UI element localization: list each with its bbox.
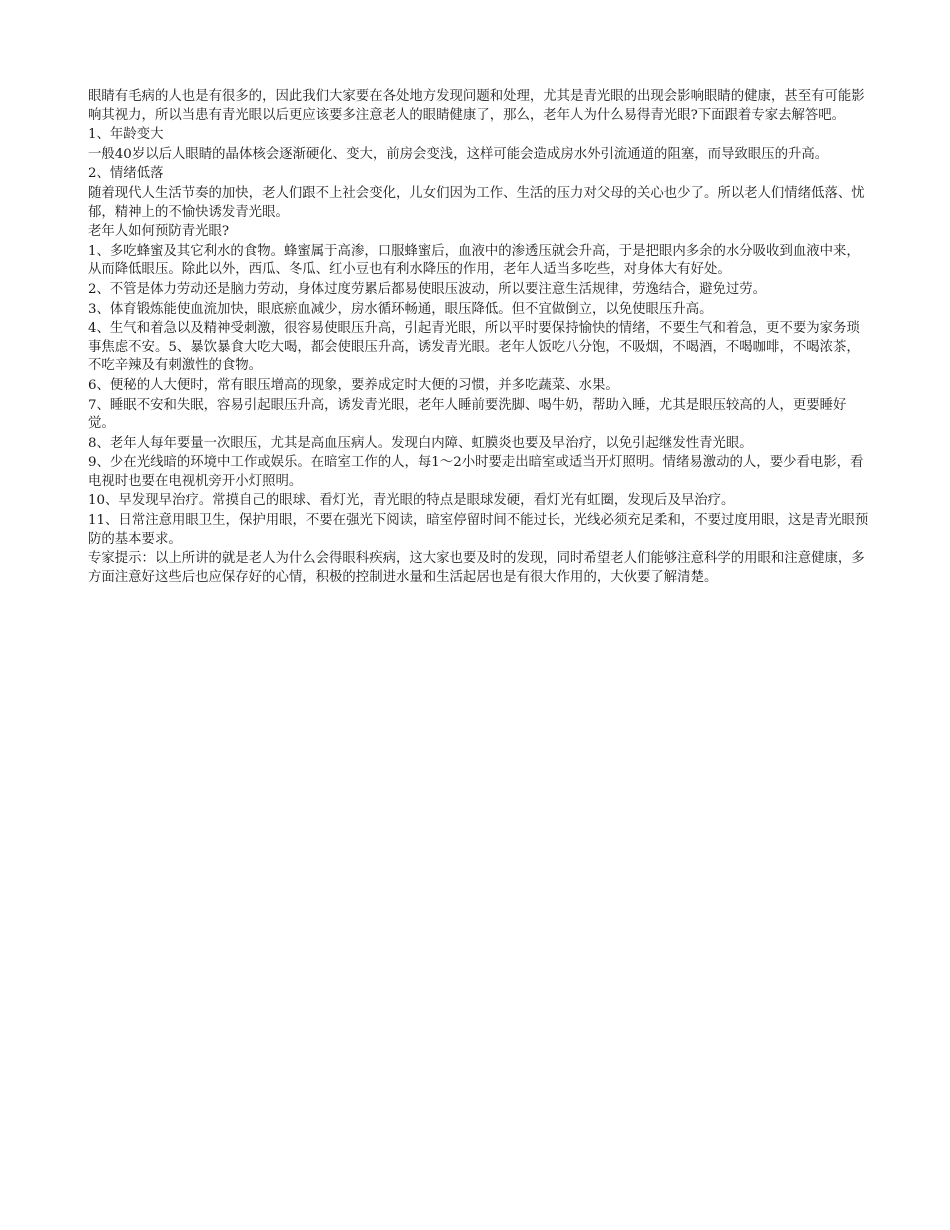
prevention-item-2: 2、不管是体力劳动还是脑力劳动，身体过度劳累后都易使眼压波动，所以要注意生活规律，劳逸结合，避免过劳。: [88, 281, 767, 297]
document-body: [88, 88, 870, 588]
prevention-item-1: 1、多吃蜂蜜及其它利水的食物。蜂蜜属于高渗，口服蜂蜜后，血液中的渗透压就会升高，于是把眼内多余的水分吸收到血液中来，从而降低眼压。除此以外，西瓜、冬瓜、红小豆也有利水降压的作用，老年人适当多吃些，对身体大有好处。: [88, 243, 860, 278]
heading-prevention: 老年人如何预防青光眼?: [88, 224, 230, 240]
intro-paragraph: 眼睛有毛病的人也是有很多的，因此我们大家要在各处地方发现问题和处理，尤其是青光眼的出现会影响眼睛的健康，甚至有可能影响其视力，所以当患有青光眼以后更应该要多注意老人的眼睛健康了，那么，老年人为什么易得青光眼?下面跟着专家去解答吧。: [88, 89, 865, 123]
prevention-item-11: 11、日常注意用眼卫生，保护用眼，不要在强光下阅读，暗室停留时间不能过长，光线必须充足柔和，不要过度用眼，这是青光眼预防的基本要求。: [88, 513, 869, 547]
prevention-item-8: 8、老年人每年要量一次眼压，尤其是高血压病人。发现白内障、虹膜炎也要及早治疗，以免引起继发性青光眼。: [88, 435, 753, 451]
prevention-item-3: 3、体育锻炼能使血流加快，眼底瘀血减少，房水循环畅通，眼压降低。但不宜做倒立，以免使眼压升高。: [88, 301, 713, 317]
heading-mood: 2、情绪低落: [88, 166, 164, 182]
prevention-item-4-5: 4、生气和着急以及精神受刺激，很容易使眼压升高，引起青光眼，所以平时要保持愉快的情绪，不要生气和着急，更不要为家务琐事焦虑不安。5、暴饮暴食大吃大喝，都会使眼压升高，诱发青光眼。老年人饭吃八分饱，不吸烟，不喝酒，不喝咖啡，不喝浓茶，不吃辛辣及有刺激性的食物。: [88, 321, 860, 374]
prevention-item-7: 7、睡眠不安和失眠，容易引起眼压升高，诱发青光眼，老年人睡前要洗脚、喝牛奶，帮助入睡，尤其是眼压较高的人，更要睡好觉。: [88, 397, 847, 432]
heading-age: 1、年龄变大: [88, 127, 164, 143]
prevention-item-9: 9、少在光线暗的环境中工作或娱乐。在暗室工作的人，每1～2小时要走出暗室或适当开灯照明。情绪易激动的人，要少看电影，看电视时也要在电视机旁开小灯照明。: [88, 455, 864, 489]
prevention-item-10: 10、早发现早治疗。常摸自己的眼球、看灯光，青光眼的特点是眼球发硬，看灯光有虹圈，发现后及早治疗。: [88, 493, 735, 509]
paragraph-mood: 随着现代人生活节奏的加快，老人们跟不上社会变化，儿女们因为工作、生活的压力对父母的关心也少了。所以老人们情绪低落、忧郁，精神上的不愉快诱发青光眼。: [88, 185, 865, 220]
paragraph-age: 一般40岁以后人眼睛的晶体核会逐渐硬化、变大，前房会变浅，这样可能会造成房水外引流通道的阻塞，而导致眼压的升高。: [88, 146, 829, 162]
prevention-item-6: 6、便秘的人大便时，常有眼压增高的现象，要养成定时大便的习惯，并多吃蔬菜、水果。: [88, 377, 619, 393]
expert-tip-paragraph: 专家提示：以上所讲的就是老人为什么会得眼科疾病，这大家也要及时的发现，同时希望老人们能够注意科学的用眼和注意健康，多方面注意好这些后也应保存好的心情，积极的控制进水量和生活起居也是有很大作用的，大伙要了解清楚。: [88, 551, 865, 585]
